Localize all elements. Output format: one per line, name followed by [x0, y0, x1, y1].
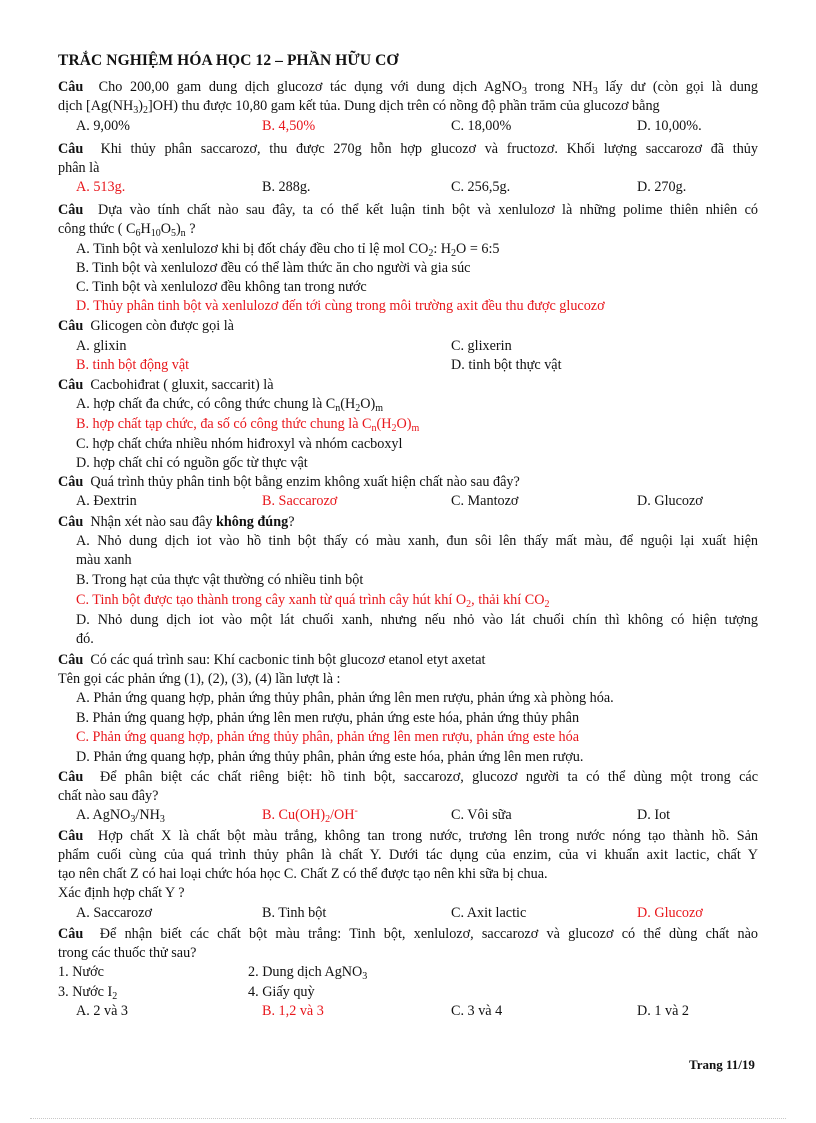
q1-option-a: A. 9,00% — [76, 118, 130, 134]
q7-option-a-line-2: màu xanh — [76, 552, 132, 568]
q11-option-c: C. 3 và 4 — [451, 1003, 503, 1019]
q5-option-a: A. hợp chất đa chức, có công thức chung là $C_n(H_2O)_m$ — [76, 396, 384, 414]
question-10-line-3: tạo nên chất Z có hai loại chức hóa học C. Chất Z có thể được tạo nên khi sữa bị chua. — [58, 866, 548, 882]
question-9-line-1: Câu Để phân biệt các chất riêng biệt: hồ tinh bột, saccarozơ, glucozơ người ta có thể dùng một trong các — [58, 769, 759, 785]
q9-option-a: A. $AgNO_3/NH_3$ — [76, 807, 165, 825]
q1-option-d: D. 10,00%. — [637, 118, 702, 134]
q3-option-d-correct: D. Thủy phân tinh bột và xenlulozơ đến tới cùng trong môi trường axit đều thu được glucozơ — [76, 298, 605, 314]
question-10-line-4: Xác định hợp chất Y ? — [58, 885, 185, 901]
question-1-line-2: dịch $[Ag(NH_3)_2]OH$) thu được 10,80 gam kết tủa. Dung dịch trên có nồng độ phần trăm của glucozơ bằng — [58, 98, 660, 116]
q11-item-3: 3. Nước $I_2$ — [58, 984, 118, 1002]
q3-option-c: C. Tinh bột và xenlulozơ đều không tan trong nước — [76, 279, 367, 295]
q9-option-c: C. Vôi sữa — [451, 807, 512, 823]
q9-option-b-correct: B. $Cu(OH)_2/OH^-$ — [262, 805, 358, 825]
q1-option-b-correct: B. 4,50% — [262, 118, 316, 134]
question-4-line-1: Câu Glicogen còn được gọi là — [58, 318, 234, 334]
question-3-line-2: công thức ( $C_6H_{10}O_5)_n$ ? — [58, 221, 196, 239]
q11-option-a: A. 2 và 3 — [76, 1003, 129, 1019]
q11-item-1: 1. Nước — [58, 964, 104, 980]
q2-option-c: C. 256,5g. — [451, 179, 511, 195]
q5-option-d: D. hợp chất chỉ có nguồn gốc từ thực vật — [76, 455, 308, 471]
q8-option-b: B. Phản ứng quang hợp, phản ứng lên men rượu, phản ứng este hóa, phản ứng thủy phân — [76, 710, 580, 726]
question-8-line-2: Tên gọi các phản ứng (1), (2), (3), (4) lần lượt là : — [58, 671, 341, 687]
q4-option-a: A. glixin — [76, 338, 127, 354]
question-10-line-1: Câu Hợp chất X là chất bột màu trắng, không tan trong nước, trương lên trong nước nóng tạo thành hồ. Sản — [58, 828, 758, 844]
q10-option-c: C. Axit lactic — [451, 905, 527, 921]
q7-option-d-line-1: D. Nhỏ dung dịch iot vào một lát chuối xanh, nhưng nếu nhỏ vào lát chuối chín thì không có hiện tượng — [76, 612, 758, 628]
q6-option-a: A. Đextrin — [76, 493, 137, 509]
q11-item-2: 2. Dung dịch AgNO$_3$ — [248, 964, 368, 982]
question-2-line-2: phân là — [58, 160, 100, 176]
q4-option-b-correct: B. tinh bột động vật — [76, 357, 190, 373]
q1-option-c: C. 18,00% — [451, 118, 512, 134]
q3-option-b: B. Tinh bột và xenlulozơ đều có thể làm thức ăn cho người và gia súc — [76, 260, 471, 276]
q3-option-a: A. Tinh bột và xenlulozơ khi bị đốt cháy đều cho tỉ lệ mol $CO_2$: $H_2O$ = 6:5 — [76, 241, 500, 259]
q8-option-a: A. Phản ứng quang hợp, phản ứng thủy phân, phản ứng lên men rượu, phản ứng xà phòng hóa. — [76, 690, 614, 706]
q5-option-b-correct: B. hợp chất tạp chức, đa số có công thức chung là $C_n(H_2O)_m$ — [76, 416, 420, 434]
page-number: Trang 11/19 — [689, 1057, 755, 1072]
question-10-line-2: phẩm cuối cùng của quá trình thủy phân là chất Y. Dưới tác dụng của enzim, của vi khuẩn axit lactic, chất Y — [58, 847, 758, 863]
question-6-line-1: Câu Quá trình thủy phân tinh bột bằng enzim không xuất hiện chất nào sau đây? — [58, 474, 520, 490]
q10-option-d-correct: D. Glucozơ — [637, 905, 703, 921]
q2-option-a-correct: A. 513g. — [76, 179, 126, 195]
question-11-line-2: trong các thuốc thử sau? — [58, 945, 197, 961]
question-8-line-1: Câu Có các quá trình sau: Khí cacbonic tinh bột glucozơ etanol etyt axetat — [58, 652, 486, 668]
q8-option-c-correct: C. Phản ứng quang hợp, phản ứng thủy phân, phản ứng lên men rượu, phản ứng este hóa — [76, 729, 580, 745]
q4-option-c: C. glixerin — [451, 338, 512, 354]
question-7-line-1: Câu Nhận xét nào sau đây không đúng? — [58, 514, 295, 530]
q4-option-d: D. tinh bột thực vật — [451, 357, 562, 373]
q6-option-d: D. Glucozơ — [637, 493, 703, 509]
q11-option-b-correct: B. 1,2 và 3 — [262, 1003, 324, 1019]
page-bottom-divider — [30, 1118, 786, 1119]
page-title: TRẮC NGHIỆM HÓA HỌC 12 – PHẦN HỮU CƠ — [58, 52, 399, 69]
question-5-line-1: Câu Cacbohiđrat ( gluxit, saccarit) là — [58, 377, 274, 393]
q8-option-d: D. Phản ứng quang hợp, phản ứng thủy phân, phản ứng este hóa, phản ứng lên men rượu. — [76, 749, 584, 765]
q6-option-b-correct: B. Saccarozơ — [262, 493, 338, 509]
q2-option-d: D. 270g. — [637, 179, 687, 195]
question-1-line-1: Câu Cho 200,00 gam dung dịch glucozơ tác dụng với dung dịch AgNO$_3$ trong $NH_3$ lấy dư (còn gọi là dung — [58, 79, 758, 97]
q10-option-b: B. Tinh bột — [262, 905, 327, 921]
q5-option-c: C. hợp chất chứa nhiều nhóm hiđroxyl và nhóm cacboxyl — [76, 436, 403, 452]
q11-item-4: 4. Giấy quỳ — [248, 984, 315, 1000]
q7-option-a-line-1: A. Nhỏ dung dịch iot vào hồ tinh bột thấy có màu xanh, đun sôi lên thấy mất màu, để nguội lại xuất hiện — [76, 533, 758, 549]
question-9-line-2: chất nào sau đây? — [58, 788, 159, 804]
q7-option-b: B. Trong hạt của thực vật thường có nhiều tinh bột — [76, 572, 364, 588]
question-2-line-1: Câu Khi thủy phân saccarozơ, thu được 270g hỗn hợp glucozơ và fructozơ. Khối lượng saccarozơ đã thủy — [58, 141, 758, 157]
question-3-line-1: Câu Dựa vào tính chất nào sau đây, ta có thể kết luận tinh bột và xenlulozơ là những polime thiên nhiên có — [58, 202, 759, 218]
q7-option-d-line-2: đó. — [76, 631, 94, 647]
q6-option-c: C. Mantozơ — [451, 493, 519, 509]
q2-option-b: B. 288g. — [262, 179, 311, 195]
q7-option-c-correct: C. Tinh bột được tạo thành trong cây xanh từ quá trình cây hút khí $O_2$, thải khí $CO_2$ — [76, 592, 550, 610]
q10-option-a: A. Saccarozơ — [76, 905, 153, 921]
q9-option-d: D. Iot — [637, 807, 671, 823]
q11-option-d: D. 1 và 2 — [637, 1003, 690, 1019]
question-label: Câu — [58, 79, 84, 95]
question-11-line-1: Câu Để nhận biết các chất bột màu trắng: Tinh bột, xenlulozơ, saccarozơ và glucozơ có thể dùng chất nào — [58, 926, 759, 942]
